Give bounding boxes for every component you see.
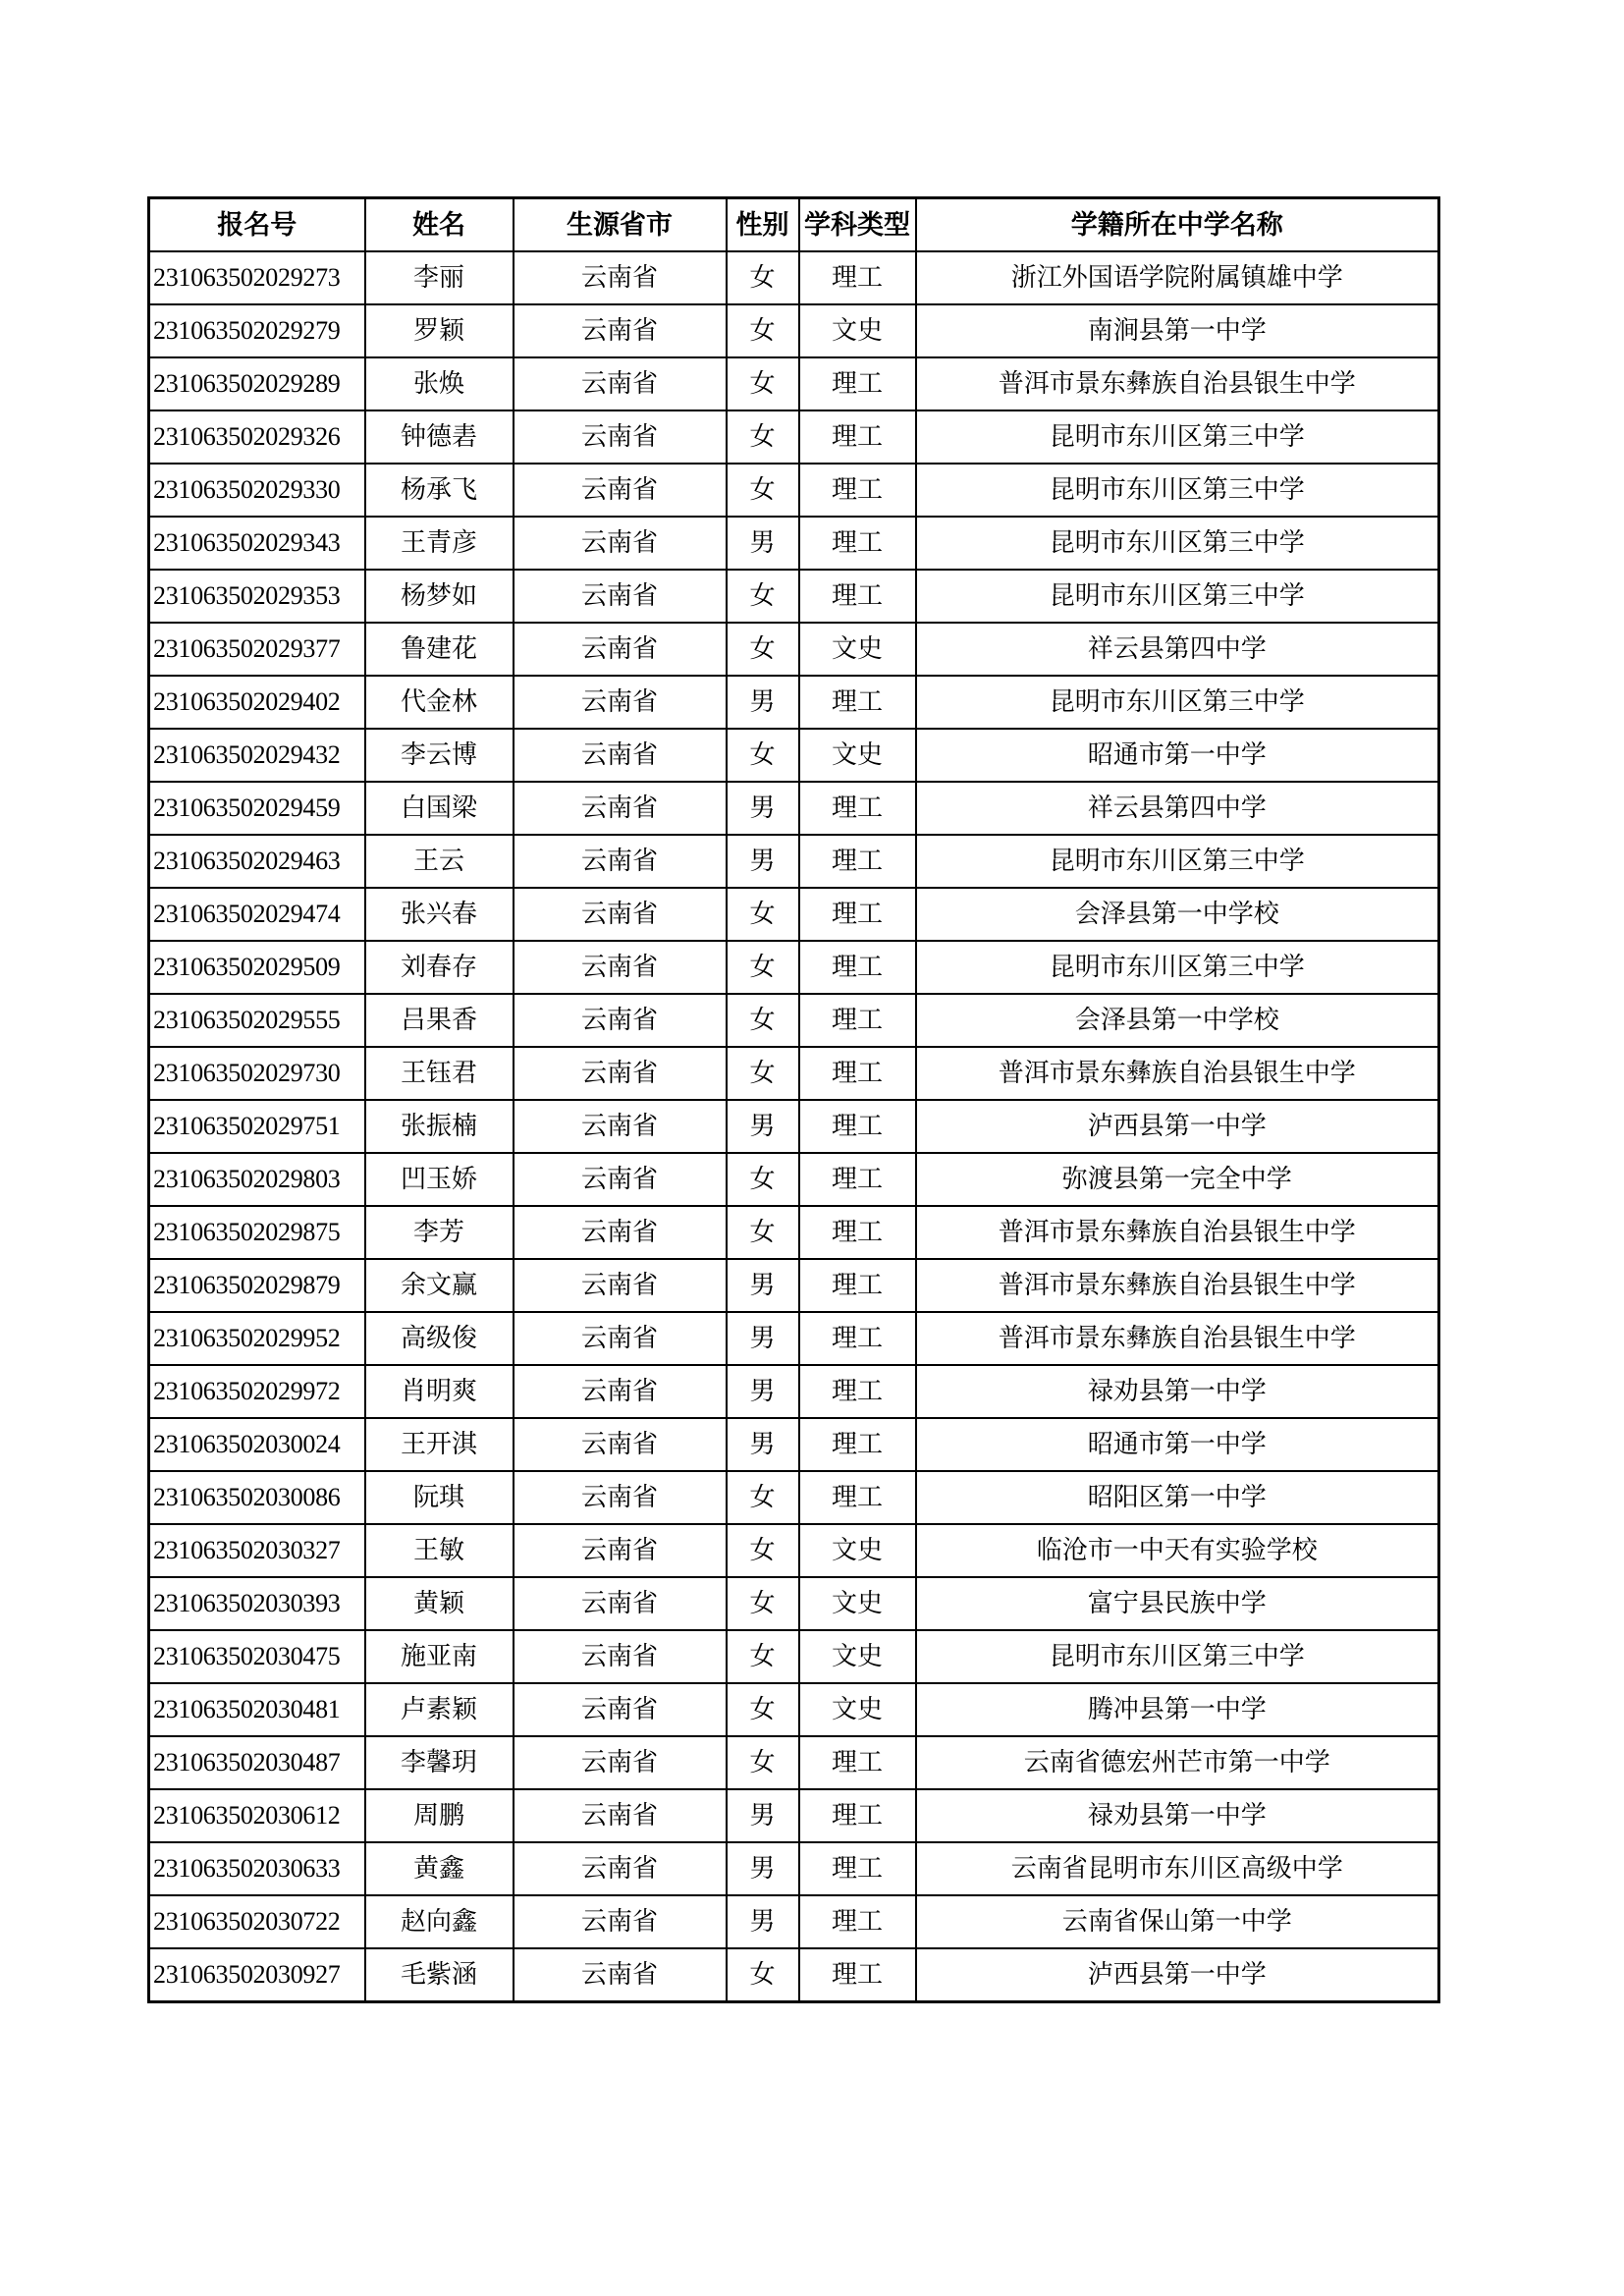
province-cell: 云南省 xyxy=(514,676,727,729)
table-row xyxy=(149,941,1439,994)
school-name-cell: 昭阳区第一中学 xyxy=(916,1471,1439,1524)
gender-cell: 男 xyxy=(727,1365,799,1418)
gender-cell: 女 xyxy=(727,464,799,517)
name-cell: 刘春存 xyxy=(365,941,514,994)
name-cell: 吕果香 xyxy=(365,994,514,1047)
registration-number-cell: 231063502029879 xyxy=(149,1259,365,1312)
gender-cell: 女 xyxy=(727,941,799,994)
table-row xyxy=(149,570,1439,623)
registration-number-cell: 231063502029402 xyxy=(149,676,365,729)
subject-type-cell: 理工 xyxy=(799,1153,916,1206)
table-row xyxy=(149,1736,1439,1789)
table-row xyxy=(149,1365,1439,1418)
name-cell: 毛紫涵 xyxy=(365,1948,514,2002)
table-row xyxy=(149,1418,1439,1471)
registration-number-cell: 231063502030927 xyxy=(149,1948,365,2002)
school-name-cell: 会泽县第一中学校 xyxy=(916,888,1439,941)
table-row xyxy=(149,464,1439,517)
gender-cell: 女 xyxy=(727,888,799,941)
gender-cell: 女 xyxy=(727,1736,799,1789)
gender-cell: 男 xyxy=(727,1259,799,1312)
province-cell: 云南省 xyxy=(514,357,727,410)
gender-cell: 男 xyxy=(727,1418,799,1471)
province-cell: 云南省 xyxy=(514,1683,727,1736)
name-cell: 李云博 xyxy=(365,729,514,782)
school-name-cell: 会泽县第一中学校 xyxy=(916,994,1439,1047)
school-name-cell: 祥云县第四中学 xyxy=(916,782,1439,835)
province-cell: 云南省 xyxy=(514,1259,727,1312)
province-cell: 云南省 xyxy=(514,1153,727,1206)
province-cell: 云南省 xyxy=(514,1524,727,1577)
table-row xyxy=(149,357,1439,410)
province-cell: 云南省 xyxy=(514,1577,727,1630)
subject-type-cell: 理工 xyxy=(799,1842,916,1895)
name-cell: 李馨玥 xyxy=(365,1736,514,1789)
school-name-cell: 昆明市东川区第三中学 xyxy=(916,1630,1439,1683)
header-row xyxy=(149,198,1439,252)
subject-type-cell: 文史 xyxy=(799,1577,916,1630)
header-registration-number: 报名号 xyxy=(149,198,365,252)
gender-cell: 男 xyxy=(727,1789,799,1842)
school-name-cell: 云南省昆明市东川区高级中学 xyxy=(916,1842,1439,1895)
school-name-cell: 富宁县民族中学 xyxy=(916,1577,1439,1630)
registration-number-cell: 231063502029459 xyxy=(149,782,365,835)
registration-number-cell: 231063502029972 xyxy=(149,1365,365,1418)
gender-cell: 女 xyxy=(727,410,799,464)
gender-cell: 女 xyxy=(727,570,799,623)
table-row xyxy=(149,1842,1439,1895)
gender-cell: 女 xyxy=(727,1524,799,1577)
school-name-cell: 昆明市东川区第三中学 xyxy=(916,941,1439,994)
subject-type-cell: 理工 xyxy=(799,1895,916,1948)
school-name-cell: 腾冲县第一中学 xyxy=(916,1683,1439,1736)
header-subject-type: 学科类型 xyxy=(799,198,916,252)
subject-type-cell: 文史 xyxy=(799,1630,916,1683)
school-name-cell: 昆明市东川区第三中学 xyxy=(916,410,1439,464)
gender-cell: 女 xyxy=(727,1948,799,2002)
table-row xyxy=(149,1047,1439,1100)
registration-number-cell: 231063502030024 xyxy=(149,1418,365,1471)
table-row xyxy=(149,251,1439,304)
school-name-cell: 昆明市东川区第三中学 xyxy=(916,570,1439,623)
school-name-cell: 昆明市东川区第三中学 xyxy=(916,835,1439,888)
province-cell: 云南省 xyxy=(514,1206,727,1259)
name-cell: 杨承飞 xyxy=(365,464,514,517)
school-name-cell: 云南省德宏州芒市第一中学 xyxy=(916,1736,1439,1789)
name-cell: 王敏 xyxy=(365,1524,514,1577)
name-cell: 白国梁 xyxy=(365,782,514,835)
name-cell: 施亚南 xyxy=(365,1630,514,1683)
province-cell: 云南省 xyxy=(514,1312,727,1365)
subject-type-cell: 理工 xyxy=(799,1047,916,1100)
province-cell: 云南省 xyxy=(514,623,727,676)
table-row xyxy=(149,994,1439,1047)
table-row xyxy=(149,782,1439,835)
registration-number-cell: 231063502030633 xyxy=(149,1842,365,1895)
province-cell: 云南省 xyxy=(514,464,727,517)
registration-number-cell: 231063502029273 xyxy=(149,251,365,304)
subject-type-cell: 理工 xyxy=(799,1948,916,2002)
gender-cell: 男 xyxy=(727,835,799,888)
gender-cell: 男 xyxy=(727,676,799,729)
registration-number-cell: 231063502030722 xyxy=(149,1895,365,1948)
name-cell: 余文赢 xyxy=(365,1259,514,1312)
subject-type-cell: 理工 xyxy=(799,570,916,623)
subject-type-cell: 理工 xyxy=(799,1789,916,1842)
registration-number-cell: 231063502029730 xyxy=(149,1047,365,1100)
school-name-cell: 浙江外国语学院附属镇雄中学 xyxy=(916,251,1439,304)
table-row xyxy=(149,1577,1439,1630)
subject-type-cell: 理工 xyxy=(799,357,916,410)
name-cell: 李丽 xyxy=(365,251,514,304)
registration-number-cell: 231063502030612 xyxy=(149,1789,365,1842)
name-cell: 王青彦 xyxy=(365,517,514,570)
province-cell: 云南省 xyxy=(514,410,727,464)
table-row xyxy=(149,1524,1439,1577)
school-name-cell: 昭通市第一中学 xyxy=(916,729,1439,782)
subject-type-cell: 理工 xyxy=(799,835,916,888)
subject-type-cell: 理工 xyxy=(799,410,916,464)
table-row xyxy=(149,1259,1439,1312)
registration-number-cell: 231063502029803 xyxy=(149,1153,365,1206)
province-cell: 云南省 xyxy=(514,941,727,994)
name-cell: 张焕 xyxy=(365,357,514,410)
registration-number-cell: 231063502030393 xyxy=(149,1577,365,1630)
province-cell: 云南省 xyxy=(514,835,727,888)
gender-cell: 女 xyxy=(727,251,799,304)
gender-cell: 女 xyxy=(727,1577,799,1630)
gender-cell: 女 xyxy=(727,729,799,782)
gender-cell: 女 xyxy=(727,1630,799,1683)
name-cell: 高级俊 xyxy=(365,1312,514,1365)
gender-cell: 女 xyxy=(727,1683,799,1736)
gender-cell: 男 xyxy=(727,1842,799,1895)
school-name-cell: 云南省保山第一中学 xyxy=(916,1895,1439,1948)
registration-number-cell: 231063502029326 xyxy=(149,410,365,464)
school-name-cell: 禄劝县第一中学 xyxy=(916,1789,1439,1842)
table-row xyxy=(149,1683,1439,1736)
table-row xyxy=(149,676,1439,729)
registration-number-cell: 231063502029289 xyxy=(149,357,365,410)
gender-cell: 女 xyxy=(727,623,799,676)
gender-cell: 男 xyxy=(727,1895,799,1948)
name-cell: 卢素颖 xyxy=(365,1683,514,1736)
name-cell: 凹玉娇 xyxy=(365,1153,514,1206)
registration-number-cell: 231063502030327 xyxy=(149,1524,365,1577)
table-row xyxy=(149,517,1439,570)
admission-list-table xyxy=(147,196,1440,2003)
gender-cell: 男 xyxy=(727,1100,799,1153)
gender-cell: 女 xyxy=(727,1153,799,1206)
name-cell: 张兴春 xyxy=(365,888,514,941)
subject-type-cell: 文史 xyxy=(799,729,916,782)
school-name-cell: 普洱市景东彝族自治县银生中学 xyxy=(916,357,1439,410)
subject-type-cell: 理工 xyxy=(799,676,916,729)
province-cell: 云南省 xyxy=(514,570,727,623)
subject-type-cell: 文史 xyxy=(799,623,916,676)
name-cell: 鲁建花 xyxy=(365,623,514,676)
registration-number-cell: 231063502029343 xyxy=(149,517,365,570)
registration-number-cell: 231063502030487 xyxy=(149,1736,365,1789)
school-name-cell: 普洱市景东彝族自治县银生中学 xyxy=(916,1312,1439,1365)
school-name-cell: 南涧县第一中学 xyxy=(916,304,1439,357)
name-cell: 王钰君 xyxy=(365,1047,514,1100)
table-row xyxy=(149,623,1439,676)
table-row xyxy=(149,1471,1439,1524)
province-cell: 云南省 xyxy=(514,1948,727,2002)
subject-type-cell: 理工 xyxy=(799,994,916,1047)
province-cell: 云南省 xyxy=(514,517,727,570)
table-row xyxy=(149,888,1439,941)
registration-number-cell: 231063502029875 xyxy=(149,1206,365,1259)
table-row xyxy=(149,1895,1439,1948)
table-row xyxy=(149,729,1439,782)
header-gender: 性别 xyxy=(727,198,799,252)
province-cell: 云南省 xyxy=(514,251,727,304)
registration-number-cell: 231063502030481 xyxy=(149,1683,365,1736)
name-cell: 罗颖 xyxy=(365,304,514,357)
name-cell: 王云 xyxy=(365,835,514,888)
name-cell: 黄颖 xyxy=(365,1577,514,1630)
registration-number-cell: 231063502029377 xyxy=(149,623,365,676)
table-row xyxy=(149,1312,1439,1365)
table-row xyxy=(149,1789,1439,1842)
school-name-cell: 泸西县第一中学 xyxy=(916,1100,1439,1153)
gender-cell: 女 xyxy=(727,1471,799,1524)
subject-type-cell: 理工 xyxy=(799,464,916,517)
gender-cell: 女 xyxy=(727,1206,799,1259)
subject-type-cell: 理工 xyxy=(799,1259,916,1312)
name-cell: 肖明爽 xyxy=(365,1365,514,1418)
province-cell: 云南省 xyxy=(514,1842,727,1895)
subject-type-cell: 理工 xyxy=(799,1206,916,1259)
school-name-cell: 昭通市第一中学 xyxy=(916,1418,1439,1471)
table-row xyxy=(149,1206,1439,1259)
registration-number-cell: 231063502029509 xyxy=(149,941,365,994)
province-cell: 云南省 xyxy=(514,729,727,782)
province-cell: 云南省 xyxy=(514,1418,727,1471)
school-name-cell: 临沧市一中天有实验学校 xyxy=(916,1524,1439,1577)
table-row xyxy=(149,304,1439,357)
school-name-cell: 普洱市景东彝族自治县银生中学 xyxy=(916,1206,1439,1259)
table-row xyxy=(149,1100,1439,1153)
header-school-name: 学籍所在中学名称 xyxy=(916,198,1439,252)
table-row xyxy=(149,410,1439,464)
subject-type-cell: 理工 xyxy=(799,517,916,570)
subject-type-cell: 文史 xyxy=(799,304,916,357)
province-cell: 云南省 xyxy=(514,1895,727,1948)
name-cell: 阮琪 xyxy=(365,1471,514,1524)
table-row xyxy=(149,1153,1439,1206)
subject-type-cell: 理工 xyxy=(799,251,916,304)
province-cell: 云南省 xyxy=(514,1789,727,1842)
registration-number-cell: 231063502029474 xyxy=(149,888,365,941)
gender-cell: 女 xyxy=(727,357,799,410)
header-name: 姓名 xyxy=(365,198,514,252)
subject-type-cell: 理工 xyxy=(799,1365,916,1418)
school-name-cell: 祥云县第四中学 xyxy=(916,623,1439,676)
school-name-cell: 昆明市东川区第三中学 xyxy=(916,464,1439,517)
subject-type-cell: 理工 xyxy=(799,1418,916,1471)
registration-number-cell: 231063502030086 xyxy=(149,1471,365,1524)
name-cell: 李芳 xyxy=(365,1206,514,1259)
gender-cell: 男 xyxy=(727,782,799,835)
subject-type-cell: 文史 xyxy=(799,1683,916,1736)
province-cell: 云南省 xyxy=(514,994,727,1047)
subject-type-cell: 理工 xyxy=(799,1736,916,1789)
subject-type-cell: 文史 xyxy=(799,1524,916,1577)
province-cell: 云南省 xyxy=(514,1365,727,1418)
registration-number-cell: 231063502029555 xyxy=(149,994,365,1047)
school-name-cell: 昆明市东川区第三中学 xyxy=(916,517,1439,570)
name-cell: 周鹏 xyxy=(365,1789,514,1842)
table-row xyxy=(149,1630,1439,1683)
name-cell: 杨梦如 xyxy=(365,570,514,623)
registration-number-cell: 231063502029751 xyxy=(149,1100,365,1153)
header-province: 生源省市 xyxy=(514,198,727,252)
province-cell: 云南省 xyxy=(514,304,727,357)
gender-cell: 男 xyxy=(727,1312,799,1365)
registration-number-cell: 231063502029432 xyxy=(149,729,365,782)
gender-cell: 男 xyxy=(727,517,799,570)
province-cell: 云南省 xyxy=(514,1471,727,1524)
name-cell: 张振楠 xyxy=(365,1100,514,1153)
registration-number-cell: 231063502029279 xyxy=(149,304,365,357)
gender-cell: 女 xyxy=(727,1047,799,1100)
subject-type-cell: 理工 xyxy=(799,1312,916,1365)
province-cell: 云南省 xyxy=(514,782,727,835)
school-name-cell: 泸西县第一中学 xyxy=(916,1948,1439,2002)
registration-number-cell: 231063502030475 xyxy=(149,1630,365,1683)
registration-number-cell: 231063502029952 xyxy=(149,1312,365,1365)
name-cell: 黄鑫 xyxy=(365,1842,514,1895)
subject-type-cell: 理工 xyxy=(799,1100,916,1153)
province-cell: 云南省 xyxy=(514,1736,727,1789)
registration-number-cell: 231063502029463 xyxy=(149,835,365,888)
province-cell: 云南省 xyxy=(514,1630,727,1683)
province-cell: 云南省 xyxy=(514,1100,727,1153)
gender-cell: 女 xyxy=(727,304,799,357)
school-name-cell: 昆明市东川区第三中学 xyxy=(916,676,1439,729)
name-cell: 王开淇 xyxy=(365,1418,514,1471)
table-row xyxy=(149,1948,1439,2002)
subject-type-cell: 理工 xyxy=(799,941,916,994)
gender-cell: 女 xyxy=(727,994,799,1047)
school-name-cell: 普洱市景东彝族自治县银生中学 xyxy=(916,1047,1439,1100)
name-cell: 代金林 xyxy=(365,676,514,729)
province-cell: 云南省 xyxy=(514,888,727,941)
subject-type-cell: 理工 xyxy=(799,888,916,941)
province-cell: 云南省 xyxy=(514,1047,727,1100)
registration-number-cell: 231063502029330 xyxy=(149,464,365,517)
name-cell: 赵向鑫 xyxy=(365,1895,514,1948)
registration-number-cell: 231063502029353 xyxy=(149,570,365,623)
school-name-cell: 弥渡县第一完全中学 xyxy=(916,1153,1439,1206)
subject-type-cell: 理工 xyxy=(799,782,916,835)
table-row xyxy=(149,835,1439,888)
name-cell: 钟德砉 xyxy=(365,410,514,464)
subject-type-cell: 理工 xyxy=(799,1471,916,1524)
school-name-cell: 禄劝县第一中学 xyxy=(916,1365,1439,1418)
school-name-cell: 普洱市景东彝族自治县银生中学 xyxy=(916,1259,1439,1312)
